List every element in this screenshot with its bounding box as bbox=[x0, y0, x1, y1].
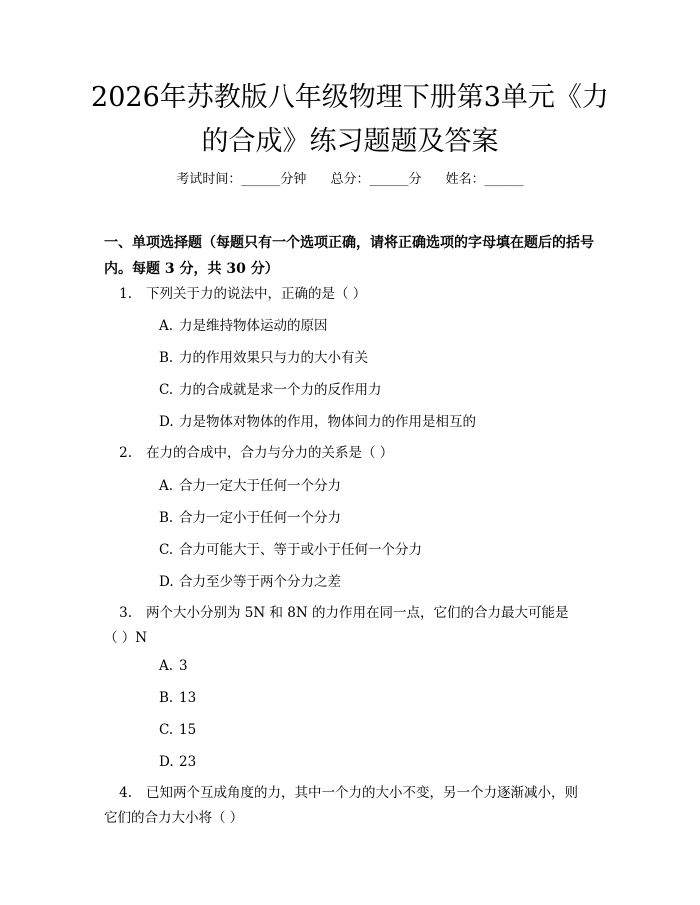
question-number: 2. bbox=[119, 445, 132, 461]
question-2-option-b: B. 合力一定小于任何一个分力 bbox=[159, 510, 341, 526]
question-1-option-d: D. 力是物体对物体的作用，物体间力的作用是相互的 bbox=[159, 414, 476, 430]
question-text: 在力的合成中，合力与分力的关系是（ ） bbox=[146, 445, 394, 461]
question-1 bbox=[104, 282, 604, 307]
exam-info bbox=[0, 168, 700, 187]
question-3 bbox=[104, 601, 604, 651]
question-3-option-b: B. 13 bbox=[159, 690, 197, 706]
question-text-line-1: 已知两个互成角度的力，其中一个力的大小不变，另一个力逐渐减小，则 bbox=[146, 785, 578, 801]
title-line-1: 2026年苏教版八年级物理下册第3单元《力 bbox=[91, 82, 609, 113]
question-2-option-d: D. 合力至少等于两个分力之差 bbox=[159, 574, 341, 590]
question-2 bbox=[104, 441, 604, 466]
question-text-line-2: （ ）N bbox=[104, 630, 148, 646]
question-1-option-a: A. 力是维持物体运动的原因 bbox=[159, 318, 328, 334]
question-2-option-c: C. 合力可能大于、等于或小于任何一个分力 bbox=[159, 542, 422, 558]
total-score: 总分：______分 bbox=[330, 172, 422, 187]
student-name: 姓名：______ bbox=[445, 172, 524, 187]
question-text-line-2: 它们的合力大小将（ ） bbox=[104, 810, 244, 826]
question-text: 下列关于力的说法中，正确的是（ ） bbox=[146, 286, 367, 302]
title-line-2: 的合成》练习题题及答案 bbox=[201, 126, 499, 157]
question-number: 3. bbox=[119, 605, 132, 621]
question-number: 4. bbox=[119, 785, 132, 801]
question-4 bbox=[104, 781, 604, 831]
question-text-line-1: 两个大小分别为 5N 和 8N 的力作用在同一点，它们的合力最大可能是 bbox=[146, 605, 569, 621]
question-1-option-c: C. 力的合成就是求一个力的反作用力 bbox=[159, 382, 382, 398]
question-1-option-b: B. 力的作用效果只与力的大小有关 bbox=[159, 350, 368, 366]
section-heading: 一、单项选择题（每题只有一个选项正确，请将正确选项的字母填在题后的括号 内。每题 3 分，共 30 分） bbox=[104, 235, 594, 277]
exam-time: 考试时间：______分钟 bbox=[176, 172, 307, 187]
question-2-option-a: A. 合力一定大于任何一个分力 bbox=[159, 478, 341, 494]
question-3-option-d: D. 23 bbox=[159, 754, 197, 770]
question-number: 1. bbox=[119, 286, 132, 302]
document-title bbox=[80, 76, 620, 164]
question-3-option-a: A. 3 bbox=[159, 658, 188, 674]
question-3-option-c: C. 15 bbox=[159, 722, 197, 738]
